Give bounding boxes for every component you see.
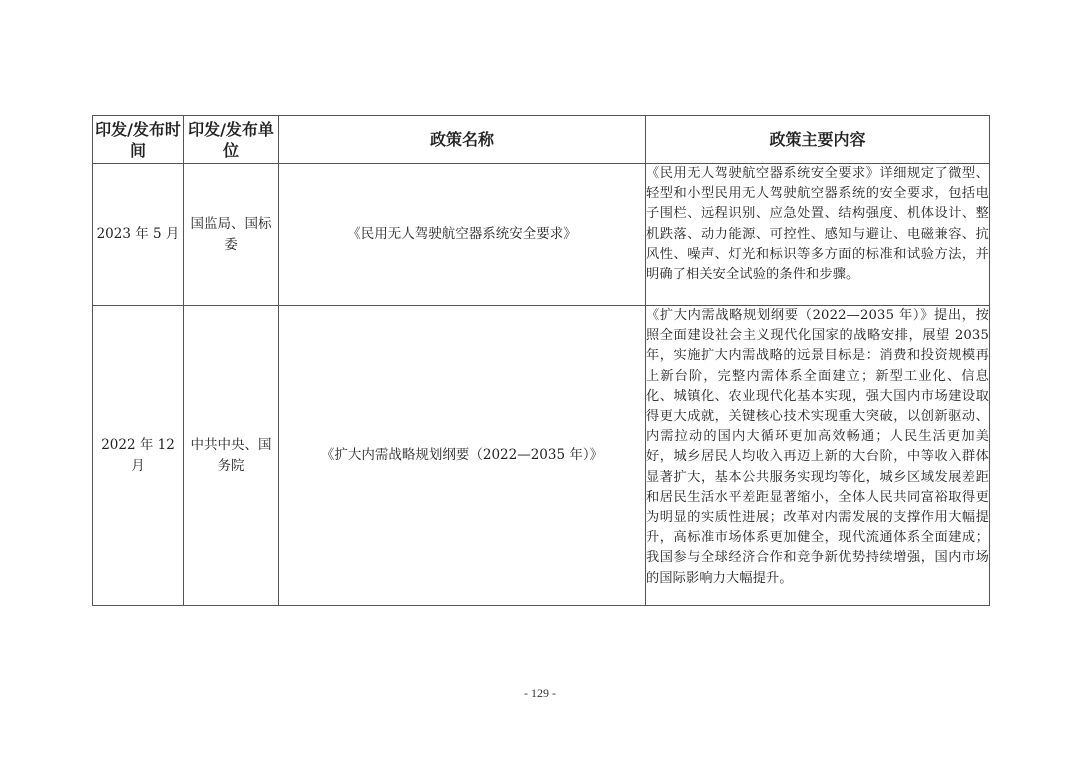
header-unit: 印发/发布单位: [184, 116, 279, 164]
cell-policy-content: 《民用无人驾驶航空器系统安全要求》详细规定了微型、轻型和小型民用无人驾驶航空器系统的安全要求，包括电子围栏、远程识别、应急处置、结构强度、机体设计、整机跌落、动力能源、可控性、感知与避让、电磁兼容、抗风性、噪声、灯光和标识等多方面的标准和试验方法，并明确了相关安全试验的条件和步骤。: [646, 164, 990, 306]
cell-unit: 国监局、国标委: [184, 164, 279, 306]
cell-policy-content: 《扩大内需战略规划纲要（2022—2035 年）》提出，按照全面建设社会主义现代化国家的战略安排，展望 2035 年，实施扩大内需战略的远景目标是：消费和投资规模再上新台阶，完整内需体系全面建立；新型工业化、信息化、城镇化、农业现代化基本实现，强大国内市场建设取得更大成就，关键核心技术实现重大突破，以创新驱动、内需拉动的国内大循环更加高效畅通；人民生活更加美好，城乡居民人均收入再迈上新的大台阶，中等收入群体显著扩大，基本公共服务实现均等化，城乡区域发展差距和居民生活水平差距显著缩小，全体人民共同富裕取得更为明显的实质性进展；改革对内需发展的支撑作用大幅提升，高标准市场体系更加健全，现代流通体系全面建成；我国参与全球经济合作和竞争新优势持续增强，国内市场的国际影响力大幅提升。: [646, 306, 990, 606]
cell-policy-name: 《扩大内需战略规划纲要（2022—2035 年）》: [279, 306, 646, 606]
table-header-row: [93, 116, 990, 164]
cell-unit: 中共中央、国务院: [184, 306, 279, 606]
header-policy-name: 政策名称: [279, 116, 646, 164]
cell-policy-name: 《民用无人驾驶航空器系统安全要求》: [279, 164, 646, 306]
table-row: [93, 306, 990, 606]
header-policy-content: 政策主要内容: [646, 116, 990, 164]
cell-date: 2022 年 12 月: [93, 306, 184, 606]
page-number: - 129 -: [524, 686, 556, 700]
header-date: 印发/发布时间: [93, 116, 184, 164]
policy-table: [92, 115, 990, 606]
table-row: [93, 164, 990, 306]
cell-date: 2023 年 5 月: [93, 164, 184, 306]
